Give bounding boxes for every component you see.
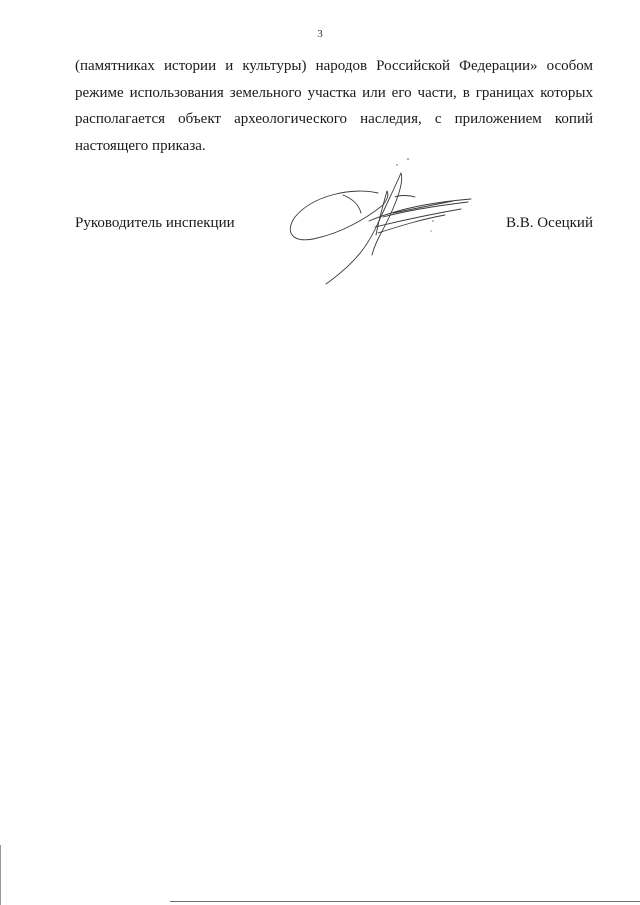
paragraph-line-2: режиме использования земельного участка или его части, в границах которых [75,84,593,101]
signatory-name: В.В. Осецкий [506,215,593,231]
scan-edge-bottom [170,901,640,902]
scan-edge-left [0,845,1,905]
handwritten-signature [283,155,478,290]
signatory-position: Руководитель инспекции [75,215,235,231]
paragraph-line-4: настоящего приказа. [75,137,206,154]
page-number: 3 [317,28,323,40]
paragraph-line-3: располагается объект археологического наследия, с приложением копий [75,111,593,127]
paragraph-line-1: (памятниках истории и культуры) народов Российской Федерации» особом [75,58,593,74]
body-paragraph [75,53,593,159]
